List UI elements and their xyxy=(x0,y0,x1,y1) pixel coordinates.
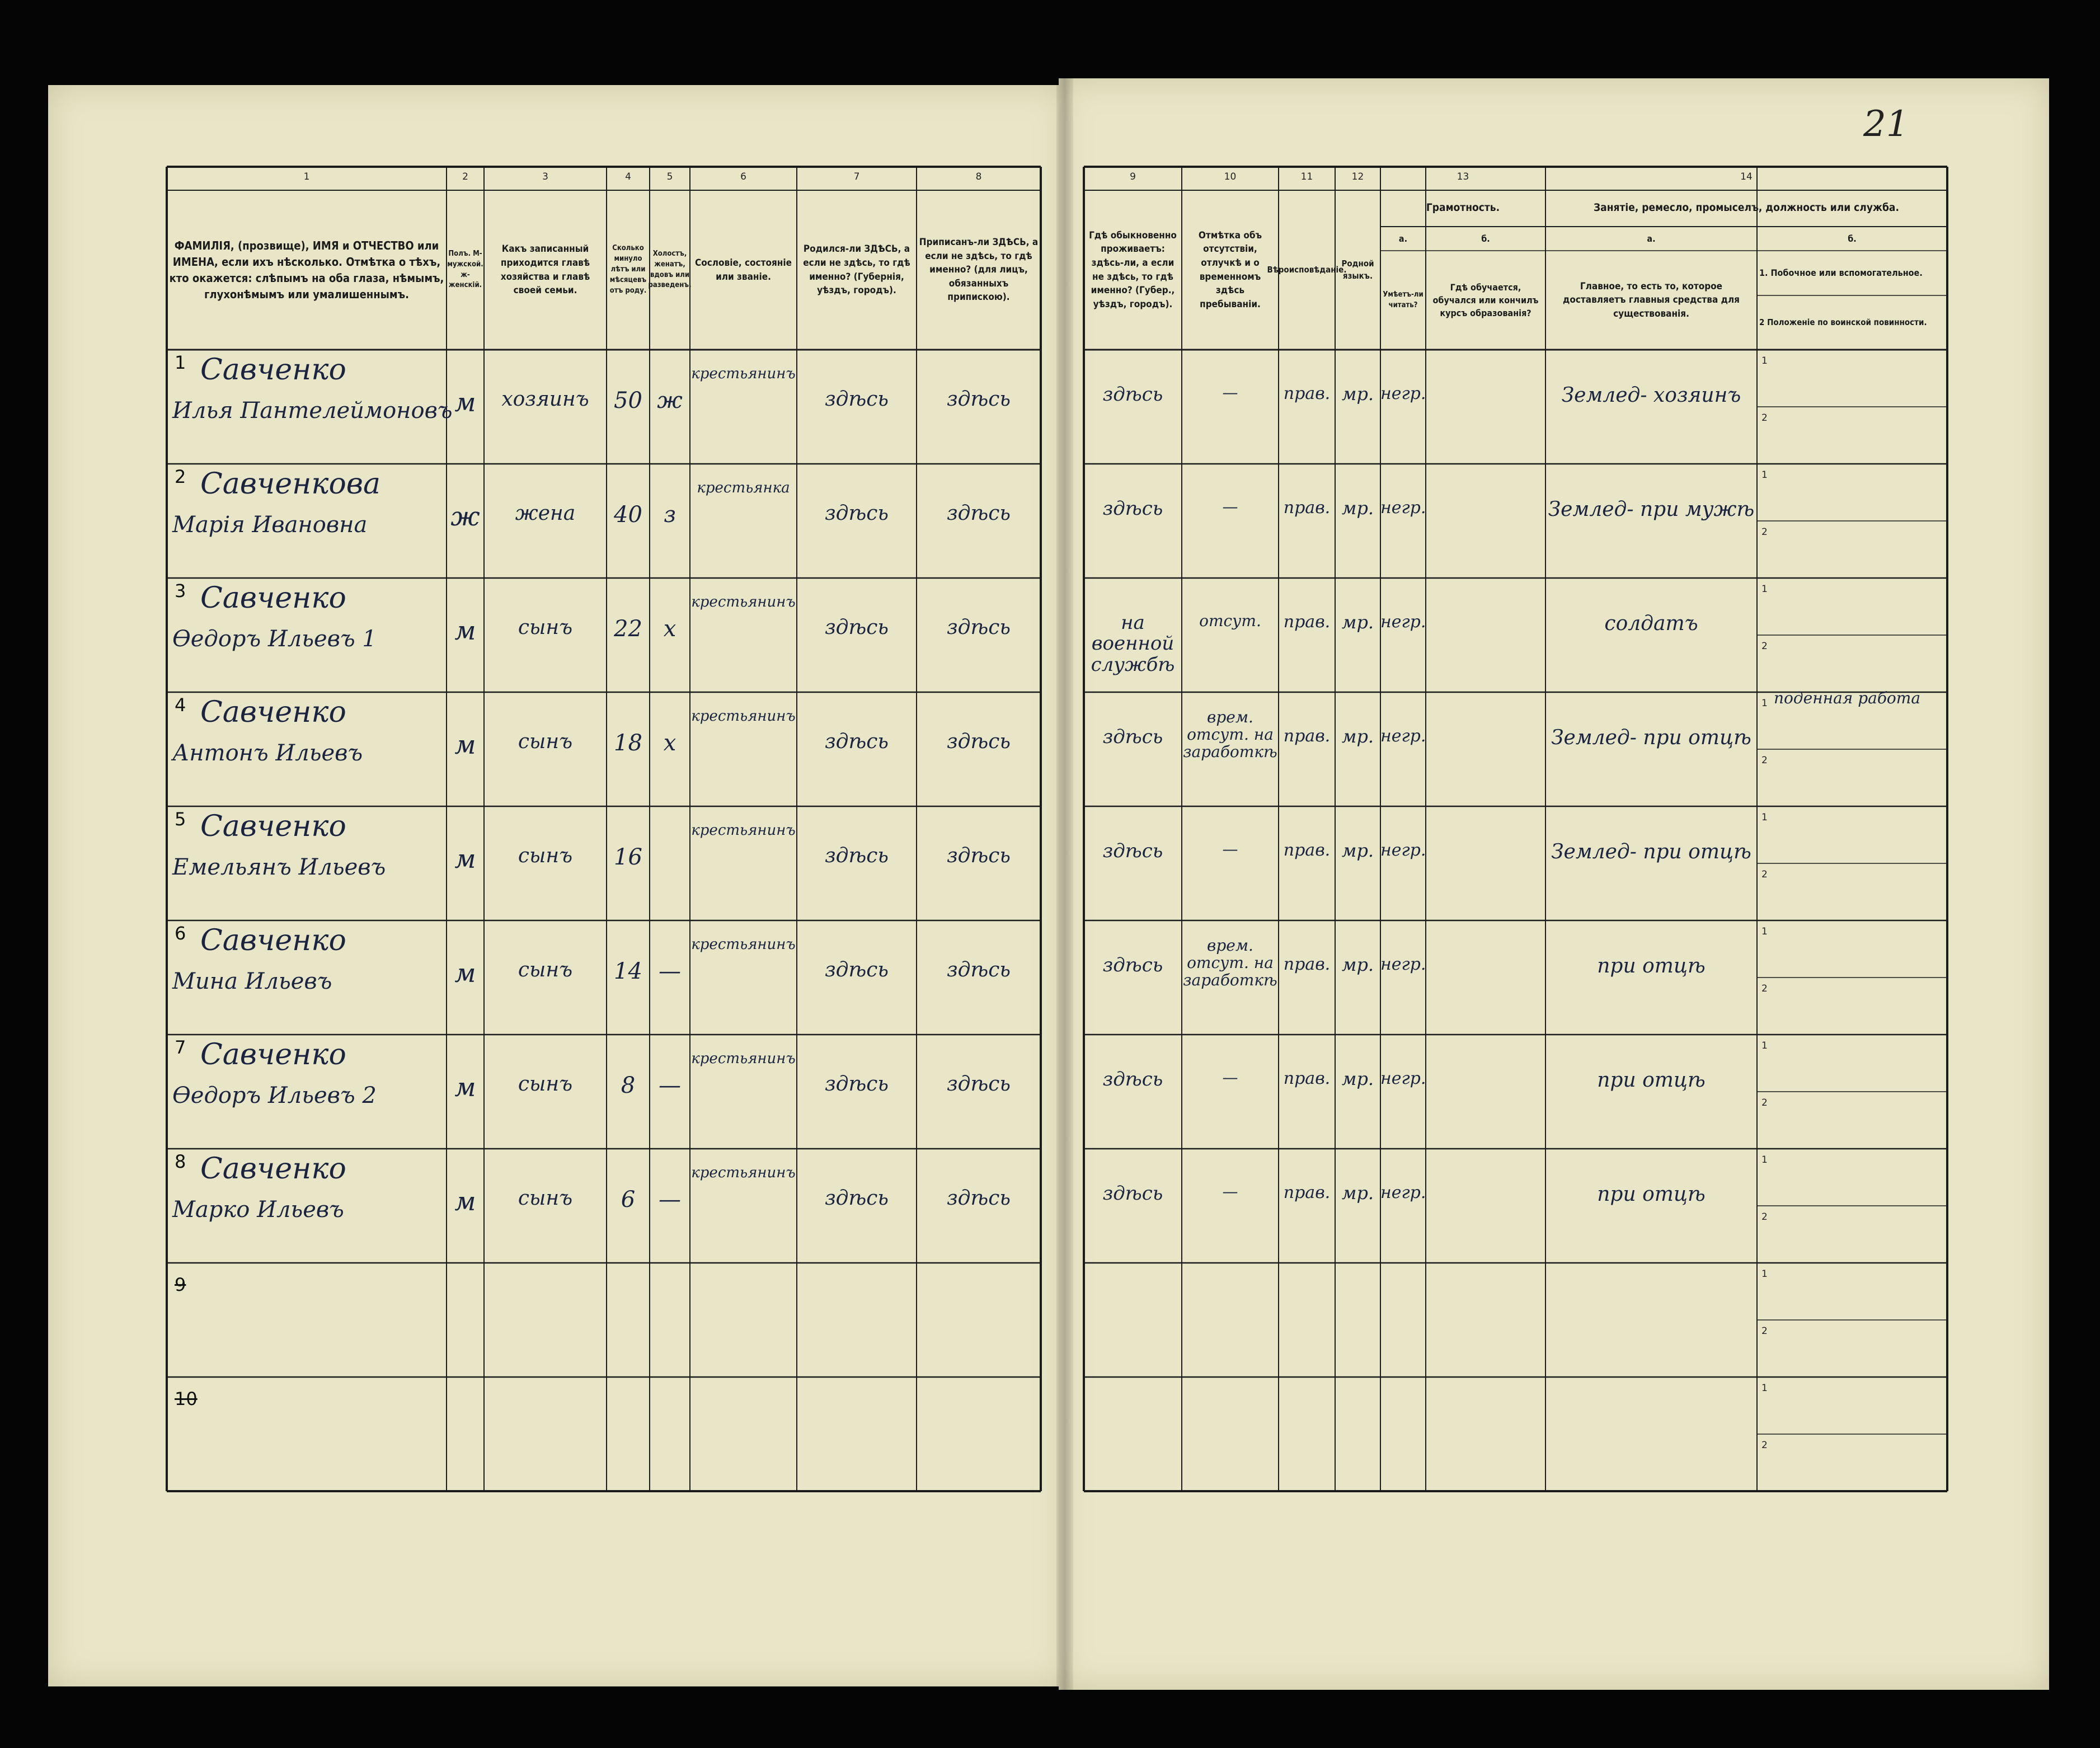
entry-cell: — xyxy=(659,958,681,984)
subcell-number-2: 2 xyxy=(1761,641,1768,652)
entry-cell: здѣсь xyxy=(1102,1182,1163,1205)
entry-surname: Савченко xyxy=(200,696,346,729)
entry-cell: негр. xyxy=(1380,955,1426,974)
column-sub-label: а. xyxy=(1398,233,1408,244)
entry-cell: — xyxy=(659,1073,681,1098)
row-number: 2 xyxy=(175,466,186,487)
entry-cell: негр. xyxy=(1380,384,1426,403)
column-number: 4 xyxy=(625,171,631,182)
entry-surname: Савченко xyxy=(200,581,346,615)
entry-cell: сынъ xyxy=(518,844,573,867)
entry-cell: здѣсь xyxy=(1102,954,1163,976)
column-header: Приписанъ-ли ЗДѢСЬ, а если не здѣсь, то гдѣ именно? (для лицъ, обязанныхъ припискою). xyxy=(919,236,1039,303)
entry-cell: негр. xyxy=(1380,612,1426,632)
entry-given-name: Марія Ивановна xyxy=(172,512,368,538)
row-number: 7 xyxy=(175,1037,186,1058)
column-header: Сколько минуло лѣтъ или мѣсяцевъ отъ роду. xyxy=(609,244,647,295)
entry-given-name: Мина Ильевъ xyxy=(172,969,332,994)
column-number: 1 xyxy=(303,171,310,182)
entry-cell: здѣсь xyxy=(947,1073,1011,1096)
column-header: ФАМИЛІЯ, (прозвище), ИМЯ и ОТЧЕСТВО или ИМЕНА, если ихъ нѣсколько. Отмѣтка о тѣхъ, кто окажется: слѣпымъ на оба глаза, нѣмымъ, глухонѣмымъ или умалишеннымъ. xyxy=(169,238,444,301)
entry-cell: крестьянинъ xyxy=(691,1164,796,1181)
entry-cell: — xyxy=(1222,497,1238,516)
entry-cell: з xyxy=(664,502,676,528)
entry-cell: м xyxy=(454,1186,476,1216)
entry-surname: Савченко xyxy=(200,924,346,957)
entry-surname: Савченко xyxy=(200,1152,346,1186)
column-number: 6 xyxy=(740,171,746,182)
entry-cell: здѣсь xyxy=(947,502,1011,525)
entry-cell: крестьянинъ xyxy=(691,594,796,610)
entry-cell: на военной службѣ xyxy=(1091,612,1175,676)
column-header: Холостъ, женатъ, вдовъ или разведенъ. xyxy=(648,249,692,290)
column-number: 13 xyxy=(1457,171,1469,182)
entry-cell: Землед- при отцѣ xyxy=(1551,840,1751,863)
entry-cell: негр. xyxy=(1380,1069,1426,1088)
entry-cell: — xyxy=(1222,1068,1238,1087)
entry-cell: здѣсь xyxy=(825,1073,889,1096)
entry-given-name: Антонъ Ильевъ xyxy=(172,740,363,766)
column-number: 11 xyxy=(1300,171,1313,182)
row-number: 1 xyxy=(175,352,186,373)
entry-cell: сынъ xyxy=(518,958,573,981)
entry-side-occupation: поденная работа xyxy=(1774,689,1921,707)
column-header: Вѣроисповѣданіе. xyxy=(1267,264,1347,275)
entry-cell: сынъ xyxy=(518,730,573,753)
subcell-number-2: 2 xyxy=(1761,1211,1768,1223)
entry-cell: мр. xyxy=(1341,840,1374,861)
entry-cell: прав. xyxy=(1283,384,1331,403)
subcell-number-1: 1 xyxy=(1761,584,1768,595)
entry-cell: — xyxy=(1222,840,1238,858)
entry-cell: здѣсь xyxy=(825,958,889,981)
column-header: Полъ. М-мужской. ж-женскій. xyxy=(447,249,483,290)
column-header: Гдѣ обыкновенно проживаетъ: здѣсь-ли, а если не здѣсь, то гдѣ именно? (Губер., уѣздъ, городъ). xyxy=(1089,229,1177,310)
entry-cell: Землед- при мужѣ xyxy=(1548,498,1755,521)
column-subheader: Главное, то есть то, которое доставляетъ главныя средства для существованія. xyxy=(1563,280,1740,319)
entry-cell: Землед- хозяинъ xyxy=(1561,384,1741,407)
row-number: 8 xyxy=(175,1151,186,1172)
column-header: Занятіе, ремесло, промыселъ, должность или служба. xyxy=(1594,201,1899,214)
subcell-number-1: 1 xyxy=(1761,355,1768,366)
entry-surname: Савченкова xyxy=(200,467,381,501)
column-number: 12 xyxy=(1351,171,1364,182)
column-number: 2 xyxy=(462,171,468,182)
entry-surname: Савченко xyxy=(200,1038,346,1072)
entry-cell: при отцѣ xyxy=(1597,1069,1706,1092)
subcell-number-2: 2 xyxy=(1761,1097,1768,1108)
entry-cell: мр. xyxy=(1341,497,1374,519)
row-number: 6 xyxy=(175,923,186,944)
entry-cell: солдатъ xyxy=(1604,612,1698,635)
entry-cell: крестьянинъ xyxy=(691,1050,796,1067)
entry-cell: 50 xyxy=(614,388,642,413)
entry-cell: 40 xyxy=(614,502,642,528)
entry-given-name: Емельянъ Ильевъ xyxy=(172,854,386,880)
entry-cell: м xyxy=(454,844,476,874)
row-number: 4 xyxy=(175,694,186,716)
entry-cell: здѣсь xyxy=(825,1187,889,1210)
entry-cell: здѣсь xyxy=(825,616,889,639)
column-header: Грамотность. xyxy=(1426,201,1500,214)
entry-cell: — xyxy=(1222,383,1238,402)
column-number: 7 xyxy=(853,171,860,182)
entry-cell: мр. xyxy=(1341,612,1374,633)
entry-cell: здѣсь xyxy=(825,502,889,525)
entry-cell: здѣсь xyxy=(947,616,1011,639)
entry-cell: здѣсь xyxy=(1102,840,1163,862)
column-header: Какъ записанный приходится главѣ хозяйства и главѣ своей семьи. xyxy=(500,243,590,297)
entry-cell: сынъ xyxy=(518,1187,573,1210)
subcell-number-2: 2 xyxy=(1761,412,1768,424)
entry-cell: негр. xyxy=(1380,498,1426,518)
row-number: 10 xyxy=(175,1388,198,1409)
entry-cell: здѣсь xyxy=(825,730,889,753)
entry-cell: прав. xyxy=(1283,498,1331,518)
row-number: 9 xyxy=(175,1274,186,1295)
entry-cell: хозяинъ xyxy=(501,388,589,411)
entry-cell: сынъ xyxy=(518,1073,573,1096)
subcell-number-2: 2 xyxy=(1761,983,1768,994)
entry-cell: при отцѣ xyxy=(1597,955,1706,978)
entry-cell: жена xyxy=(515,502,576,525)
subcell-number-2: 2 xyxy=(1761,869,1768,880)
entry-cell: негр. xyxy=(1380,840,1426,860)
entry-cell: мр. xyxy=(1341,726,1374,747)
column-subheader: Умѣетъ-ли читать? xyxy=(1383,290,1424,309)
entry-cell: прав. xyxy=(1283,612,1331,632)
entry-cell: ж xyxy=(657,388,683,413)
entry-cell: мр. xyxy=(1341,1068,1374,1089)
entry-cell: здѣсь xyxy=(1102,383,1163,406)
entry-cell: прав. xyxy=(1283,1183,1331,1202)
subcell-number-1: 1 xyxy=(1761,1154,1768,1166)
subcell-number-1: 1 xyxy=(1761,1040,1768,1051)
entry-cell: прав. xyxy=(1283,840,1331,860)
column-sub-label: б. xyxy=(1848,233,1857,244)
entry-cell: здѣсь xyxy=(947,730,1011,753)
column-header: Сословіе, состояніе или званіе. xyxy=(695,257,792,283)
entry-cell: 6 xyxy=(621,1187,636,1213)
row-number: 3 xyxy=(175,580,186,602)
entry-cell: крестьянка xyxy=(697,480,790,496)
entry-cell: — xyxy=(659,1187,681,1213)
entry-given-name: Илья Пантелеймоновъ xyxy=(172,398,453,424)
entry-cell: врем. отсут. на заработкѣ xyxy=(1183,936,1277,989)
entry-surname: Савченко xyxy=(200,353,346,387)
column-header: Родной языкъ. xyxy=(1341,258,1374,281)
entry-cell: врем. отсут. на заработкѣ xyxy=(1183,708,1277,761)
column-subheader: 1. Побочное или вспомогательное. xyxy=(1759,267,1923,279)
entry-cell: 22 xyxy=(614,616,642,642)
subcell-number-1: 1 xyxy=(1761,698,1768,709)
subcell-number-1: 1 xyxy=(1761,812,1768,823)
entry-cell: здѣсь xyxy=(825,844,889,867)
entry-given-name: Марко Ильевъ xyxy=(172,1197,344,1223)
entry-cell: здѣсь xyxy=(1102,726,1163,748)
entry-cell: Землед- при отцѣ xyxy=(1551,726,1751,749)
column-number: 9 xyxy=(1130,171,1136,182)
column-number: 14 xyxy=(1740,171,1753,182)
column-subheader: 2 Положеніе по воинской повинности. xyxy=(1759,317,1927,327)
entry-cell: м xyxy=(454,387,476,417)
entry-cell: м xyxy=(454,730,476,760)
entry-cell: здѣсь xyxy=(947,388,1011,411)
subcell-number-1: 1 xyxy=(1761,926,1768,937)
column-number: 8 xyxy=(975,171,982,182)
subcell-number-2: 2 xyxy=(1761,755,1768,766)
entry-cell: м xyxy=(454,615,476,646)
entry-cell: негр. xyxy=(1380,1183,1426,1202)
subcell-number-2: 2 xyxy=(1761,1326,1768,1337)
entry-cell: здѣсь xyxy=(947,844,1011,867)
subcell-number-2: 2 xyxy=(1761,1440,1768,1451)
entry-cell: здѣсь xyxy=(1102,497,1163,520)
entry-cell: здѣсь xyxy=(1102,1068,1163,1091)
entry-cell: м xyxy=(454,958,476,988)
subcell-number-1: 1 xyxy=(1761,1383,1768,1394)
entry-cell: прав. xyxy=(1283,1069,1331,1088)
subcell-number-2: 2 xyxy=(1761,527,1768,538)
entry-cell: ж xyxy=(450,501,480,532)
column-subheader: Гдѣ обучается, обучался или кончилъ курсъ образованія? xyxy=(1432,281,1539,319)
entry-surname: Савченко xyxy=(200,810,346,843)
row-number: 5 xyxy=(175,809,186,830)
column-number: 3 xyxy=(542,171,548,182)
entry-cell: 14 xyxy=(614,958,642,984)
entry-cell: при отцѣ xyxy=(1597,1183,1706,1206)
column-header: Родился-ли ЗДѢСЬ, а если не здѣсь, то гдѣ именно? (Губернія, уѣздъ, городъ). xyxy=(803,243,910,297)
entry-cell: здѣсь xyxy=(825,388,889,411)
entry-cell: — xyxy=(1222,1182,1238,1201)
entry-cell: сынъ xyxy=(518,616,573,639)
entry-cell: х xyxy=(663,616,676,642)
column-header: Отмѣтка объ отсутствіи, отлучкѣ и о временномъ здѣсь пребываніи. xyxy=(1198,229,1262,310)
column-sub-label: а. xyxy=(1647,233,1656,244)
entry-cell: здѣсь xyxy=(947,958,1011,981)
entry-cell: негр. xyxy=(1380,726,1426,746)
entry-cell: м xyxy=(454,1072,476,1102)
page-number: 21 xyxy=(1863,104,1909,145)
entry-cell: прав. xyxy=(1283,955,1331,974)
entry-cell: крестьянинъ xyxy=(691,936,796,953)
entry-cell: 8 xyxy=(621,1073,636,1098)
entry-cell: мр. xyxy=(1341,383,1374,405)
entry-cell: мр. xyxy=(1341,1182,1374,1204)
entry-cell: крестьянинъ xyxy=(691,822,796,839)
entry-cell: мр. xyxy=(1341,954,1374,975)
column-number: 5 xyxy=(666,171,673,182)
entry-cell: крестьянинъ xyxy=(691,365,796,382)
column-sub-label: б. xyxy=(1481,233,1490,244)
column-number: 10 xyxy=(1224,171,1237,182)
entry-cell: прав. xyxy=(1283,726,1331,746)
subcell-number-1: 1 xyxy=(1761,1268,1768,1280)
entry-cell: 18 xyxy=(614,730,642,756)
entry-cell: х xyxy=(663,730,676,756)
entry-given-name: Ѳедоръ Ильевъ 1 xyxy=(172,626,377,652)
entry-cell: здѣсь xyxy=(947,1187,1011,1210)
entry-given-name: Ѳедоръ Ильевъ 2 xyxy=(172,1083,377,1108)
entry-cell: 16 xyxy=(614,844,642,870)
entry-cell: отсут. xyxy=(1199,612,1261,630)
entry-cell: крестьянинъ xyxy=(691,708,796,725)
subcell-number-1: 1 xyxy=(1761,469,1768,481)
